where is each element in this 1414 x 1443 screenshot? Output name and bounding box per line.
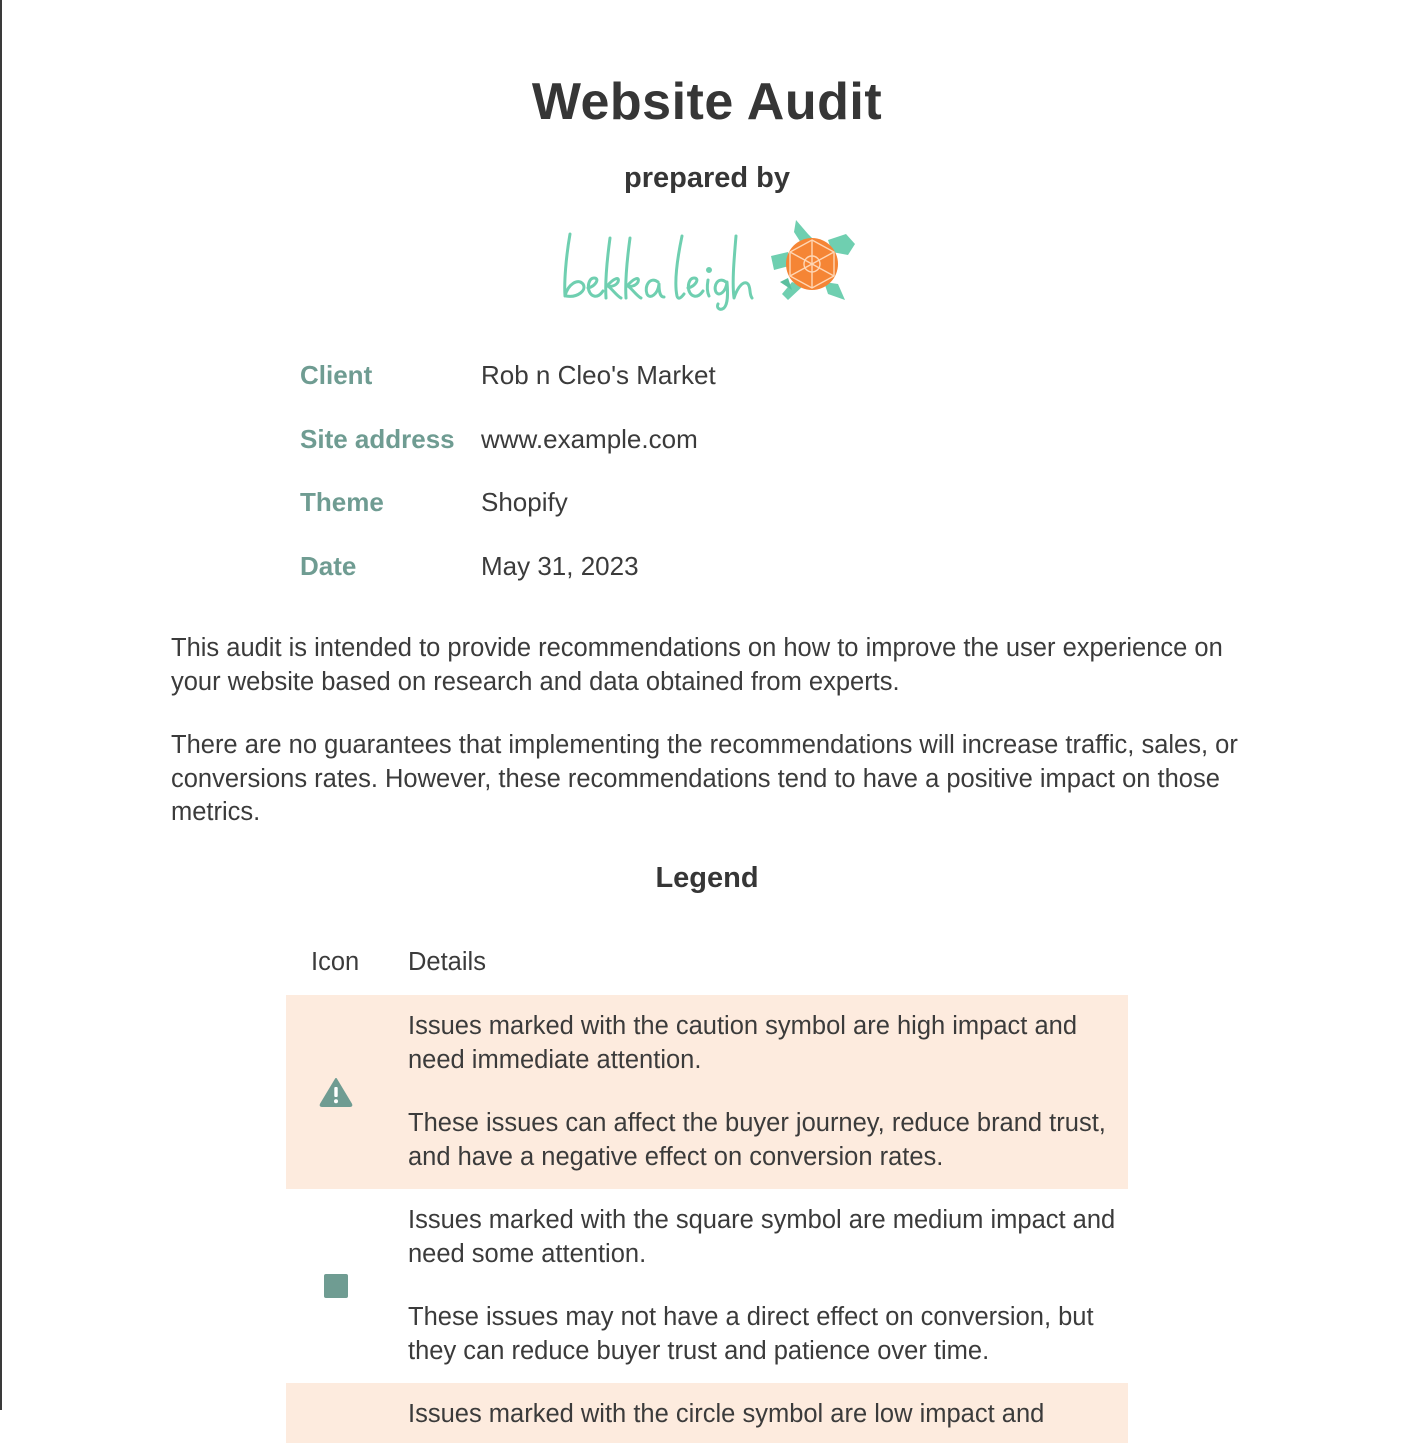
intro-paragraph-1: This audit is intended to provide recommendations on how to improve the user experience on your website based on research and data obtained from experts. [171, 634, 1223, 696]
legend-detail-line: Issues marked with the square symbol are medium impact and need some attention. [408, 1206, 1116, 1268]
site-address-value: www.example.com [481, 423, 698, 454]
legend-detail-line: Issues marked with the caution symbol are high impact and need immediate attention. [408, 1012, 1078, 1074]
prepared-by-label: prepared by [624, 162, 790, 194]
info-row-date [300, 551, 716, 615]
legend-row-high-impact [286, 995, 1128, 1189]
legend-detail-line: These issues can affect the buyer journey, reduce brand trust, and have a negative effect on conversion rates. [408, 1109, 1106, 1171]
legend-row-icon-cell [286, 1189, 386, 1383]
intro-paragraph-2: There are no guarantees that implementing the recommendations will increase traffic, sales, or conversions rates. However, these recommendations tend to have a positive impact on those metrics. [171, 731, 1238, 826]
legend-table-header [286, 948, 1128, 984]
legend-header-icon: Icon [311, 948, 360, 976]
bekka-leigh-logo [556, 212, 858, 312]
legend-row-details [408, 1398, 1118, 1432]
logo-wordmark [565, 234, 752, 309]
legend-title: Legend [655, 862, 759, 894]
legend-row-icon-cell [286, 1383, 386, 1443]
info-row-site-address [300, 424, 716, 488]
site-address-label: Site address [300, 423, 455, 454]
legend-detail-line: These issues may not have a direct effect on conversion, but they can reduce buyer trust and patience over time. [408, 1303, 1094, 1365]
client-label: Client [300, 360, 373, 390]
legend-row-details [408, 1010, 1118, 1174]
legend-row-medium-impact [286, 1189, 1128, 1383]
origami-turtle-icon [556, 212, 858, 312]
info-row-client [300, 360, 716, 424]
theme-label: Theme [300, 487, 384, 517]
legend-row-icon-cell [286, 995, 386, 1189]
date-label: Date [300, 550, 357, 581]
info-row-theme [300, 487, 716, 551]
page-title: Website Audit [531, 73, 883, 131]
client-value: Rob n Cleo's Market [481, 360, 716, 390]
legend-row-details [408, 1204, 1118, 1368]
legend-detail-line: Issues marked with the circle symbol are low impact and [408, 1400, 1045, 1428]
turtle-mark [771, 220, 855, 300]
date-value: May 31, 2023 [481, 550, 639, 581]
caution-triangle-icon [319, 1077, 353, 1107]
audit-info-table [300, 360, 716, 614]
legend-header-details: Details [408, 948, 486, 976]
legend-row-low-impact [286, 1383, 1128, 1443]
square-icon [323, 1273, 349, 1299]
theme-value: Shopify [481, 487, 568, 517]
